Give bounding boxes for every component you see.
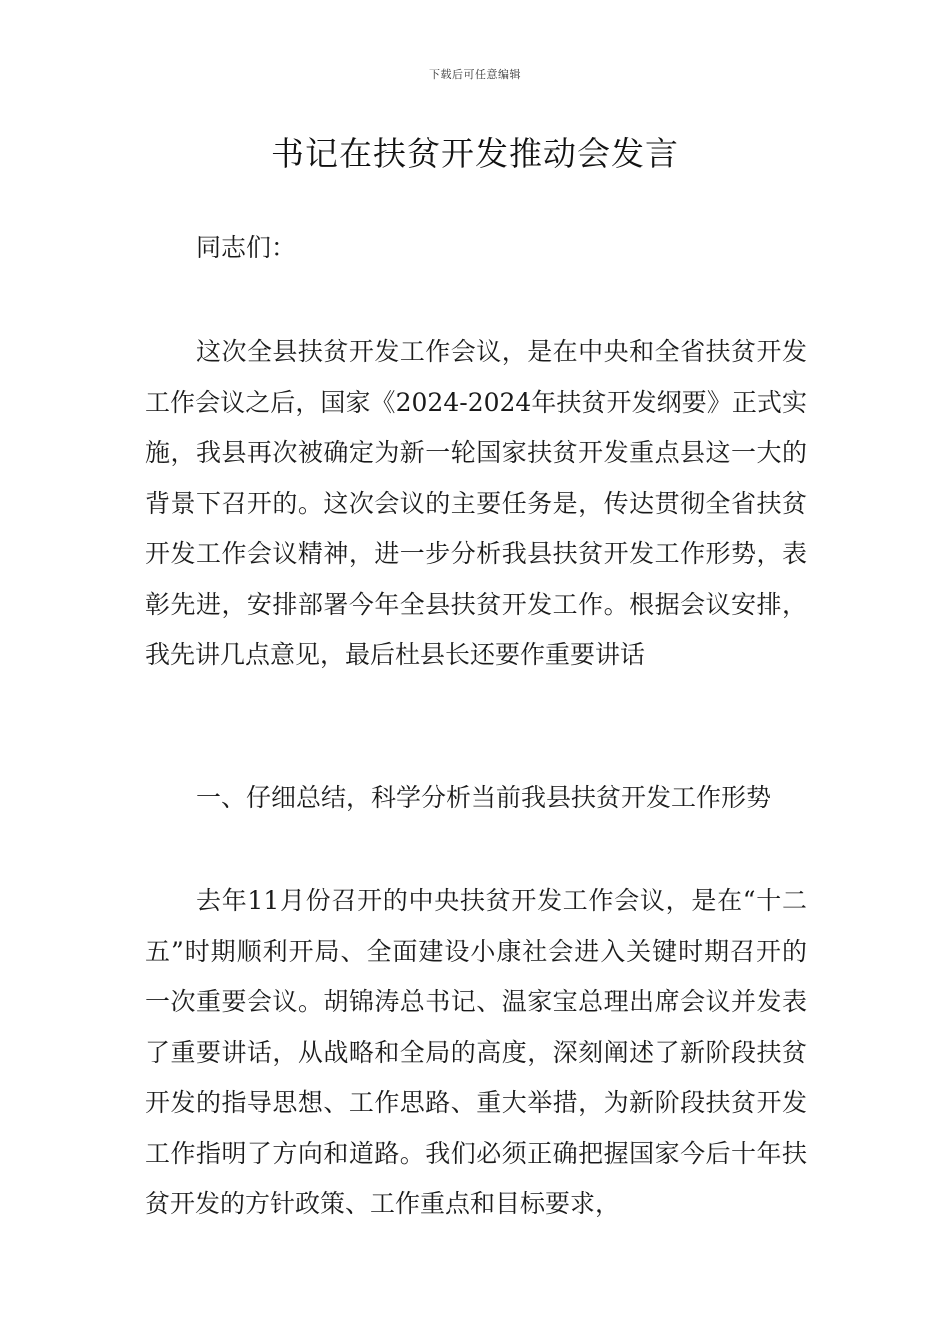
salutation: 同志们： (196, 233, 297, 262)
header-note: 下载后可任意编辑 (429, 68, 521, 81)
paragraph-section-1: 去年11月份召开的中央扶贫开发工作会议，是在“十二五”时期顺利开局、全面建设小康社会进入关键时期召开的一次重要会议。胡锦涛总书记、温家宝总理出席会议并发表了重要讲话，从战略和全局的高度，深刻阐述了新阶段扶贫开发的指导思想、工作思路、重大举措，为新阶段扶贫开发工作指明了方向和道路。我们必须正确把握国家今后十年扶贫开发的方针政策、工作重点和目标要求， (145, 886, 807, 1218)
paragraph-intro: 这次全县扶贫开发工作会议，是在中央和全省扶贫开发工作会议之后，国家《2024-2024年扶贫开发纲要》正式实施，我县再次被确定为新一轮国家扶贫开发重点县这一大的背景下召开的。这次会议的主要任务是，传达贯彻全省扶贫开发工作会议精神，进一步分析我县扶贫开发工作形势，表彰先进，安排部署今年全县扶贫开发工作。根据会议安排，我先讲几点意见，最后杜县长还要作重要讲话 (145, 337, 807, 669)
document-title: 书记在扶贫开发推动会发言 (271, 134, 679, 173)
section-heading-1: 一、仔细总结，科学分析当前我县扶贫开发工作形势 (196, 783, 772, 812)
